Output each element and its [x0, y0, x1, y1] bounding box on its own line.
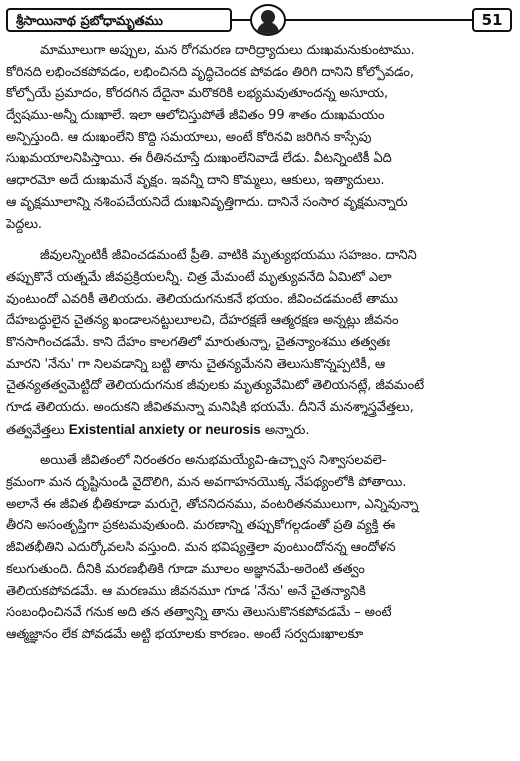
- page-body: [6, 40, 512, 646]
- text-line: ద్వేషము-అన్నీ దుఃఖాలే. ఇలా ఆలోచిస్తుపోతే జీవితం 99 శాతం దుఃఖమయం: [6, 108, 385, 124]
- text-line: అలానే ఈ జీవిత భీతికూడా మరుగై, తోచనిదనము, వంటరితనములుగా, ఎన్నివున్నా: [6, 496, 419, 512]
- text-line: మారని 'నేను' గా నిలవడాన్ని బట్టి తాను చైతన్యమేనని తెలుసుకొన్నప్పటికీ, ఆ: [6, 356, 386, 372]
- text-line: దేహబద్ధులైన చైతన్య ఖండాలనట్టులూలచి, దేహరక్షణే ఆత్మరక్షణ అన్నట్లు జీవనం: [6, 313, 399, 329]
- paragraph-2: [6, 245, 512, 440]
- paragraph-1: [6, 40, 512, 235]
- text-line: గూడ తెలియదు. అందుకని జీవితమన్నా మనిషికి భయమే. దీనినే మనశ్శాస్త్రవేత్తలు,: [6, 400, 414, 415]
- sai-baba-portrait-icon: [250, 4, 286, 36]
- text-line: కలుగుతుంది. దీనికి మరణభీతికి గూడా మూలం అజ్ఞానమే-అరెంటి తత్వం: [6, 561, 365, 577]
- header-rule-right: [284, 19, 474, 21]
- text-line: మామూలుగా అప్పుల, మన రోగమరణ దారిద్ర్యాదులు దుఃఖమనుకుంటాము.: [40, 43, 415, 58]
- text-line: తీరని అసంతృప్తిగా ప్రకటమవుతుంది. మరణాన్ని తప్పుకోగల్గడంతో ప్రతి వ్యక్తి ఈ: [6, 518, 396, 534]
- text-line: చైతన్యతత్వమెట్టిదో తెలియదుగనుక జీవులకు మృత్యువేమిటో తెలియనట్లే, జీవమంటే: [6, 378, 425, 394]
- page-header: [6, 4, 514, 36]
- text-line: వుంటుందో ఎవరికీ తెలియదు. తెలియదుగనుకనే భయం. జీవించడమంటే తాము: [6, 291, 398, 307]
- text-line: తత్వవేత్తలు Existential anxiety or neurosis అన్నారు.: [6, 421, 310, 438]
- paragraph-3: [6, 450, 512, 645]
- text-line: ఆధారమో అదే దుఃఖమనే వృక్షం. ఇవన్నీ దాని కొమ్మలు, ఆకులు, ఇత్యాదులు.: [6, 173, 385, 189]
- text-line: తెలియకపోవడమే. ఆ మరణము జీవనమూ గూడ 'నేను' అనే చైతన్యానికి: [6, 583, 366, 599]
- text-line: కొనసాగించడమే. కాని దేహం కాలగతిలో మారుతున్నా, చైతన్యాంశము తత్వతః: [6, 334, 391, 350]
- text-line: సంబంధించినవే గనుక అది తన తత్వాన్ని తాను తెలుసుకొనకపోవడమే – అంటే: [6, 605, 392, 621]
- text-line: అన్పిస్తుంది. ఆ దుఃఖంలేని కొద్ది సమయాలు, అంటే కోరినవి జరిగిన కాస్సేపు: [6, 129, 372, 145]
- text-line: తప్పుకొనే యత్నమే జీవప్రక్రియలన్నీ. చిత్ర మేమంటే మృత్యువనేది ఏమిటో ఎలా: [6, 269, 392, 285]
- text-line: కోరినది లభించకపోవడం, లభించినది వృద్ధిచెందక పోవడం తిరిగి దానిని కోల్పోవడం,: [6, 64, 414, 80]
- text-line: ఆత్మజ్ఞానం లేక పోవడమే అట్టి భయాలకు కారణం. అంటే సర్వదుఃఖాలకూ: [6, 626, 364, 642]
- book-title: శ్రీసాయినాథ ప్రబోధామృతము: [6, 8, 232, 32]
- text-line: జీవులన్నింటికీ జీవించడమంటే ప్రీతి. వాటికి మృత్యుభయము సహజం. దానిని: [40, 248, 417, 264]
- header-rule-left: [232, 19, 252, 21]
- text-line: జీవితభీతిని ఎదుర్కోవలసి వస్తుంది. మన భవిష్యత్తెలా వుంటుందోనన్న ఆందోళన: [6, 540, 396, 556]
- text-line: ఆ వృక్షమూలాన్ని నశింపచేయనిదే దుఃఖనివృత్తిగాదు. దానినే సంసార వృక్షమన్నారు: [6, 194, 408, 210]
- english-term: Existential anxiety or neurosis: [68, 421, 261, 437]
- page-number: 51: [472, 8, 512, 32]
- text-line: కోల్పోయే ప్రమాదం, కోరదగిన దేదైనా మరొకరికి లభ్యమవుతూందన్న అసూయ,: [6, 86, 389, 102]
- text-line: క్రమంగా మన దృష్టినుండి వైదొలిగి, మన అవగాహనయొక్క నేపథ్యంలోకి పోతాయి.: [6, 475, 407, 491]
- text-line: అయితే జీవితంలో నిరంతరం అనుభమయ్యేవి-ఉచ్చ్వాస నిశ్వాసలవలె-: [40, 453, 387, 469]
- text-line: పెద్దలు.: [6, 216, 42, 232]
- text-line: సుఖమయాలనిపిస్తాయి. ఈ రీతినచూస్తే దుఃఖంలేనివాడే లేడు. వీటన్నింటికీ ఏది: [6, 151, 392, 167]
